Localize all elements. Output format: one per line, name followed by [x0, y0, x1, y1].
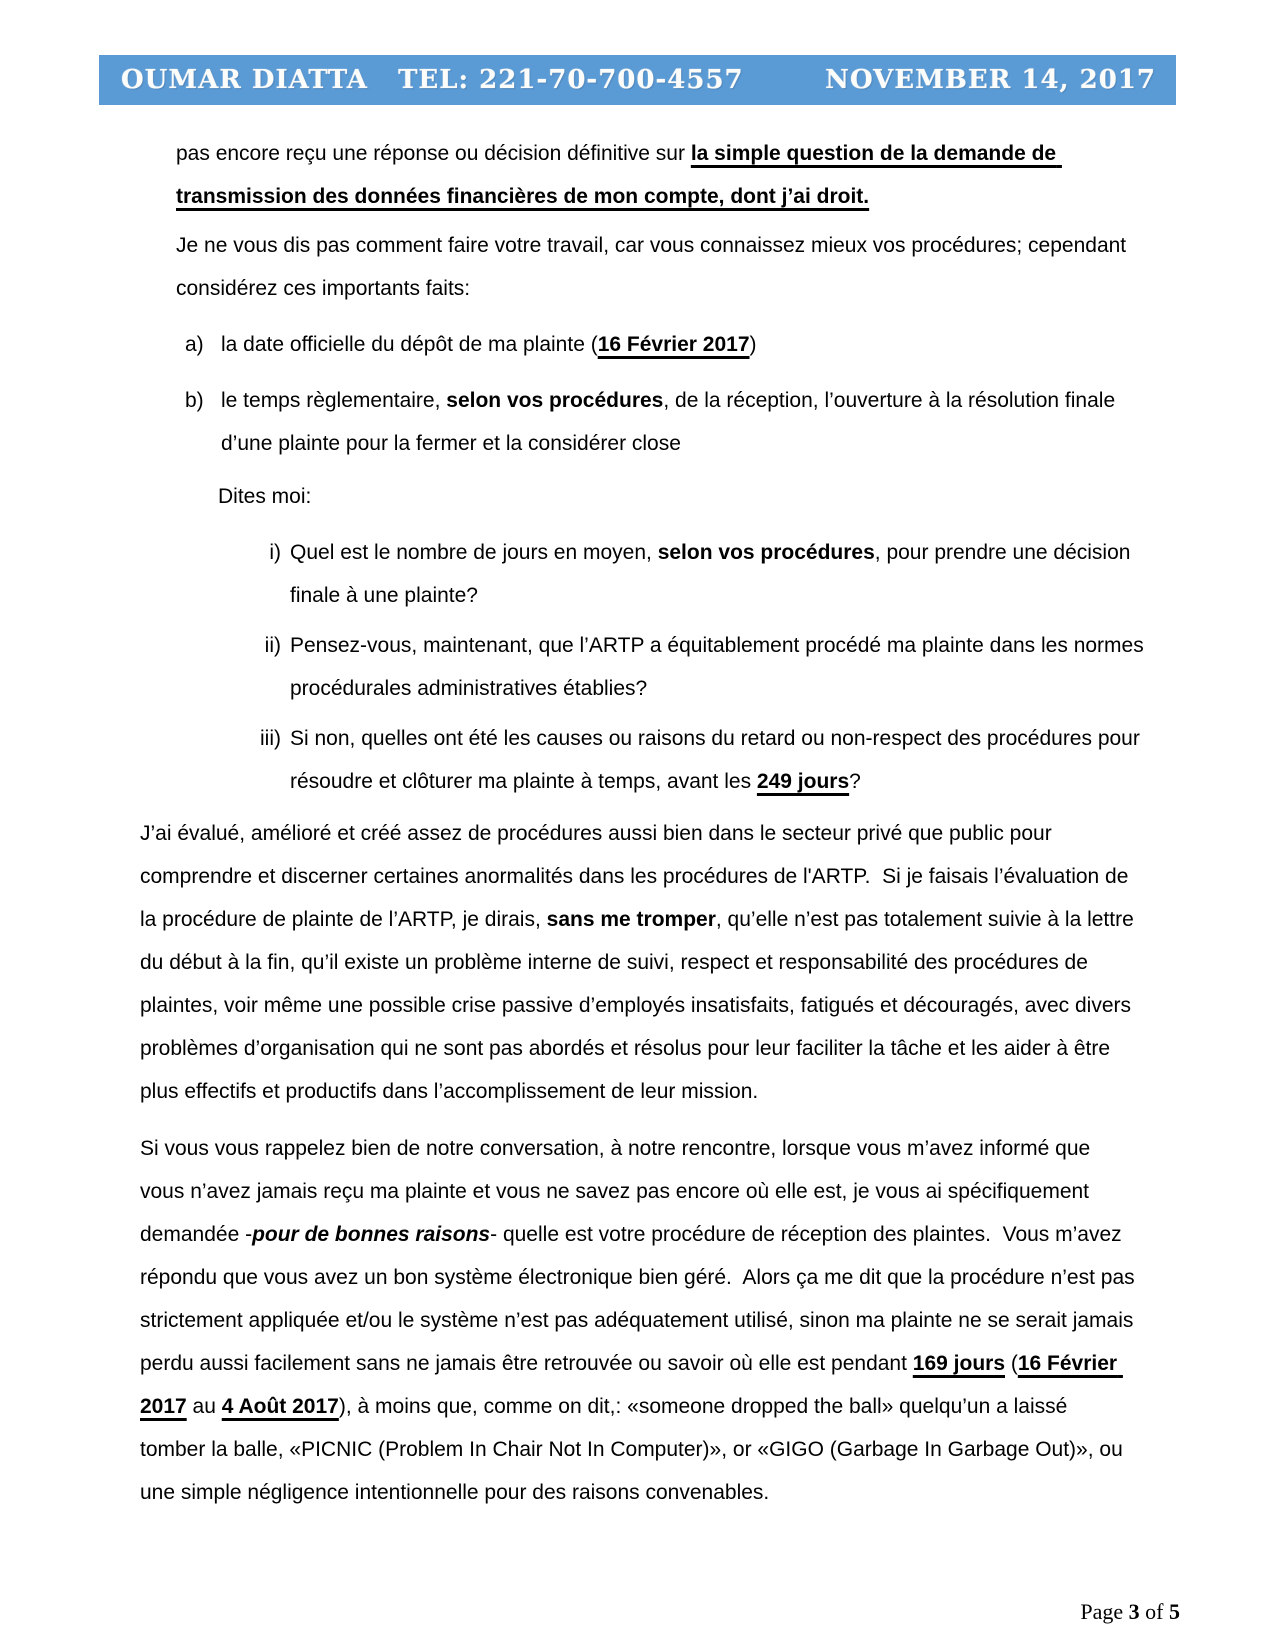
list-item-a [185, 323, 1275, 366]
header-date: NOVEMBER 14, 2017 [825, 64, 1156, 95]
text-run: Si vous vous rappelez bien de notre conversation, à notre rencontre, lorsque vous m’avez informé que vous n’avez jamais reçu ma plainte et vous ne savez pas encore où elle est, je vous ai spécifiquement demandée - [140, 1137, 1097, 1246]
text-run: of [1139, 1599, 1169, 1624]
text-run: la simple question de la demande de transmission des données financières de mon compte, dont j’ai droit. [176, 142, 1062, 208]
text-run: 249 jours [756, 770, 850, 793]
text-run: Page [1080, 1599, 1129, 1624]
list-marker-a: a) [185, 333, 204, 356]
text-run: Je ne vous dis pas comment faire votre travail, car vous connaissez mieux vos procédures; cependant considérez ces importants faits: [176, 234, 1132, 300]
list-item-b-text [221, 379, 1141, 465]
list-marker-i: i) [269, 541, 281, 564]
list-item-iii [0, 717, 1275, 803]
text-run: Dites moi: [218, 485, 312, 508]
text-run: sans me tromper [546, 908, 716, 931]
text-run: ( [1005, 1352, 1018, 1375]
list-item-b [185, 379, 1275, 465]
page-footer [1058, 1567, 1180, 1650]
text-run: la date officielle du dépôt de ma plainte ( [221, 333, 598, 356]
list-item-a-text [221, 323, 1141, 366]
list-item-i-text [290, 531, 1145, 617]
list-marker-ii: ii) [264, 634, 281, 657]
document-body [0, 105, 1275, 1514]
text-run: selon vos procédures [657, 541, 875, 564]
text-run: , pour prendre une décision finale à une plainte? [290, 541, 1137, 607]
text-run: 5 [1169, 1599, 1180, 1624]
paragraph-evaluation [140, 812, 1140, 1113]
list-marker-iii: iii) [260, 727, 281, 750]
text-run: 16 Février 2017 [140, 1352, 1123, 1418]
text-run: 169 jours [912, 1352, 1005, 1375]
text-run: ) [749, 333, 757, 356]
list-item-ii [0, 624, 1275, 710]
text-run: , qu’elle n’est pas totalement suivie à la lettre du début à la fin, qu’il existe un problème interne de suivi, respect et responsabilité des procédures de plaintes, voir même une possible crise passive d’employés insatisfaits, fatigués et découragés, avec divers problèmes d’organisation qui ne sont pas abordés et résolus pour leur faciliter la tâche et les aider à être plus effectifs et productifs dans l’accomplissement de leur mission. [140, 908, 1140, 1103]
list-item-i [0, 531, 1275, 617]
text-run: Pensez-vous, maintenant, que l’ARTP a équitablement procédé ma plainte dans les normes procédurales administratives établies? [290, 634, 1150, 700]
list-item-ii-text [290, 624, 1150, 710]
text-run: - quelle est votre procédure de réception des plaintes. Vous m’avez répondu que vous avez un bon système électronique bien géré. Alors ça me dit que la procédure n’est pas strictement appliquée et/ou le système n’est pas adéquatement utilisé, sinon ma plainte ne se serait jamais perdu aussi facilement sans ne jamais être retrouvée ou savoir où elle est pendant [140, 1223, 1141, 1375]
text-run: au [186, 1395, 222, 1418]
text-run: pas encore reçu une réponse ou décision définitive sur [176, 142, 691, 165]
page-number [1080, 1599, 1180, 1624]
list-marker-b: b) [185, 389, 204, 412]
text-run: le temps règlementaire, [221, 389, 447, 412]
text-run: pour de bonnes raisons [252, 1223, 491, 1246]
text-run: ? [849, 770, 861, 793]
text-run: 16 Février 2017 [597, 333, 750, 356]
document-header-bar [99, 55, 1176, 105]
paragraph-conversation [140, 1127, 1141, 1514]
paragraph-intro [176, 224, 1139, 310]
dites-moi-line [218, 475, 1275, 518]
text-run: Si non, quelles ont été les causes ou raisons du retard ou non-respect des procédures pour résoudre et clôturer ma plainte à temps, avant les [290, 727, 1146, 793]
text-run: selon vos procédures [446, 389, 664, 412]
text-run: 4 Août 2017 [221, 1395, 339, 1418]
text-run: , de la réception, l’ouverture à la résolution finale d’une plainte pour la fermer et la considérer close [221, 389, 1121, 455]
list-item-iii-text [290, 717, 1145, 803]
text-run: ), à moins que, comme on dit,: «someone dropped the ball» quelqu’un a laissé tomber la balle, «PICNIC (Problem In Chair Not In Computer)», or «GIGO (Garbage In Garbage Out)», ou une simple négligence intentionnelle pour des raisons convenables. [140, 1395, 1129, 1504]
paragraph-continuation [176, 132, 1139, 218]
text-run: J’ai évalué, amélioré et créé assez de procédures aussi bien dans le secteur privé que public pour comprendre et discerner certaines anormalités dans les procédures de l'ARTP. Si je faisais l’évaluation de la procédure de plainte de l’ARTP, je dirais, [140, 822, 1135, 931]
text-run: Quel est le nombre de jours en moyen, [290, 541, 658, 564]
header-author-tel: OUMAR DIATTA TEL: 221-70-700-4557 [121, 64, 744, 95]
text-run: 3 [1128, 1599, 1140, 1624]
